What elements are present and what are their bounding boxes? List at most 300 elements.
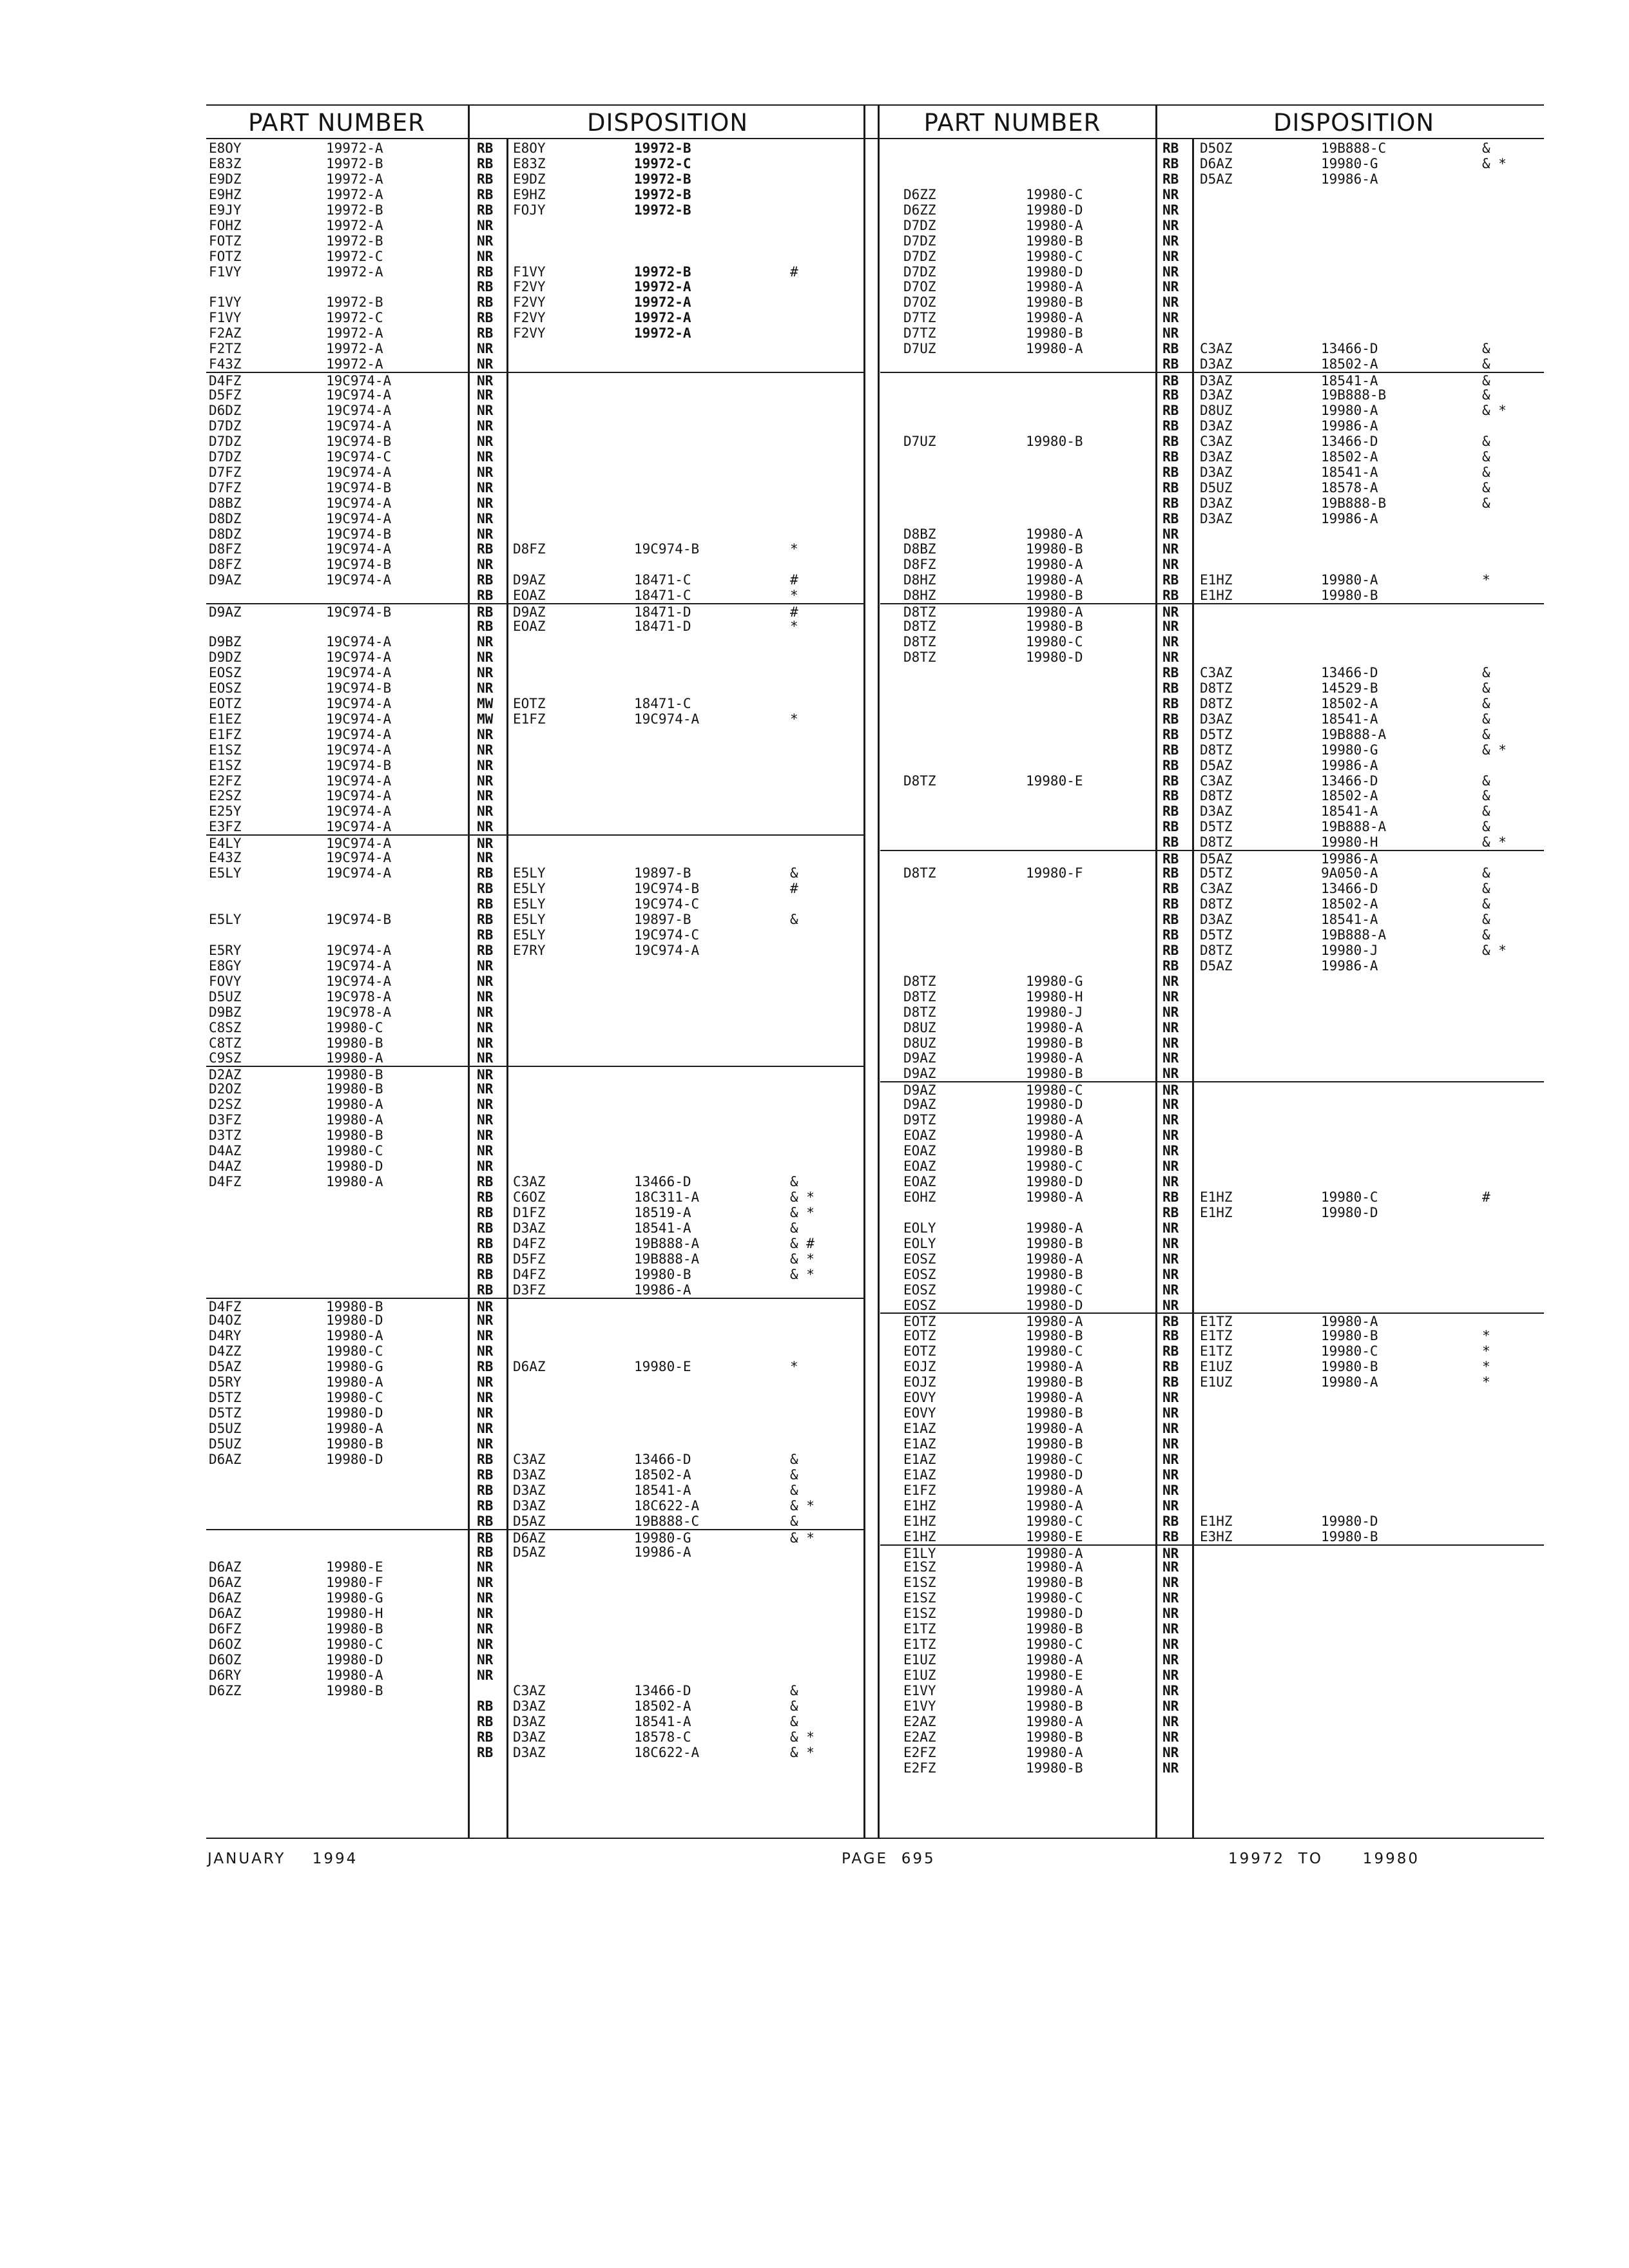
table-row [880, 1220, 1544, 1236]
part-number: 19980-A [1026, 1019, 1083, 1035]
table-row [880, 1359, 1544, 1374]
disposition-code: NR [477, 850, 494, 866]
disposition-code: NR [477, 373, 494, 389]
disposition-code: NR [1162, 1545, 1179, 1561]
table-row [880, 1251, 1544, 1267]
disposition-code: NR [1162, 1606, 1179, 1622]
part-prefix: E1SZ [903, 1575, 936, 1591]
replacement-prefix: E3HZ [1200, 1528, 1233, 1544]
replacement-number: 18502-A [634, 1466, 691, 1483]
replacement-prefix: D3AZ [1200, 711, 1233, 727]
part-prefix: D7DZ [903, 248, 936, 264]
disposition-code: NR [1162, 1282, 1179, 1298]
replacement-prefix: D4FZ [513, 1235, 546, 1251]
table-row [206, 634, 863, 649]
part-prefix: D4ZZ [209, 1343, 242, 1360]
part-prefix: D5UZ [209, 1436, 242, 1452]
disposition-code: NR [1162, 1128, 1179, 1144]
table-row [880, 649, 1544, 665]
part-prefix: E1AZ [903, 1451, 936, 1467]
table-row [206, 1714, 863, 1729]
table-row [206, 696, 863, 711]
disposition-code: RB [1162, 510, 1179, 526]
table-row [880, 1436, 1544, 1452]
part-number: 19980-D [326, 1405, 383, 1421]
replacement-number: 19972-A [634, 294, 691, 311]
disposition-code: NR [477, 495, 494, 511]
part-prefix: D7UZ [903, 341, 936, 357]
disposition-code: NR [477, 479, 494, 495]
part-number: 19980-G [326, 1590, 383, 1606]
table-row [206, 1359, 863, 1374]
part-prefix: D8FZ [903, 557, 936, 573]
replacement-prefix: D3AZ [513, 1713, 546, 1729]
replacement-number: 18578-C [634, 1729, 691, 1745]
part-prefix: FOTZ [209, 248, 242, 264]
table-row [880, 156, 1544, 171]
replacement-prefix: D3AZ [1200, 510, 1233, 526]
part-number: 19980-B [326, 1436, 383, 1452]
table-row [206, 218, 863, 233]
table-row [880, 912, 1544, 927]
disposition-code: NR [1162, 1143, 1179, 1159]
part-prefix: D7DZ [903, 217, 936, 233]
disposition-flag: & [1482, 464, 1490, 480]
replacement-prefix: D3AZ [513, 1482, 546, 1498]
table-row [206, 1328, 863, 1343]
disposition-code: NR [477, 1405, 494, 1421]
disposition-code: RB [1162, 1189, 1179, 1205]
disposition-code: NR [1162, 1729, 1179, 1745]
table-row [880, 403, 1544, 418]
part-number: 19980-C [1026, 1590, 1083, 1606]
table-row [880, 1683, 1544, 1698]
table-row [880, 1544, 1544, 1561]
disposition-code: NR [477, 1050, 494, 1066]
table-row [880, 1606, 1544, 1621]
disposition-code: RB [477, 1544, 494, 1560]
disposition-code: RB [477, 881, 494, 897]
replacement-prefix: E1TZ [1200, 1314, 1233, 1330]
table-row [206, 665, 863, 680]
disposition-code: RB [1162, 588, 1179, 604]
part-prefix: D8DZ [209, 510, 242, 526]
part-number: 19C974-B [326, 680, 392, 696]
replacement-number: 19B888-A [634, 1251, 700, 1267]
part-prefix: E2SZ [209, 788, 242, 804]
part-prefix: D5UZ [209, 1421, 242, 1437]
replacement-prefix: D5TZ [1200, 865, 1233, 881]
replacement-number: 18541-A [634, 1220, 691, 1236]
replacement-prefix: E7RY [513, 942, 546, 958]
disposition-flag: & [790, 1513, 798, 1529]
replacement-prefix: C3AZ [513, 1683, 546, 1698]
part-prefix: D6ZZ [209, 1683, 242, 1698]
disposition-code: RB [1162, 957, 1179, 974]
disposition-code: NR [477, 1590, 494, 1606]
part-number: 19972-B [326, 294, 383, 311]
part-number: 19980-B [1026, 1235, 1083, 1251]
replacement-number: 18502-A [1321, 356, 1378, 372]
table-row [880, 187, 1544, 202]
part-number: 19980-D [1026, 1466, 1083, 1483]
table-row [206, 1729, 863, 1745]
table-row [206, 1128, 863, 1143]
disposition-code: NR [477, 1436, 494, 1452]
disposition-code: RB [477, 1713, 494, 1729]
part-number: 19980-B [326, 1621, 383, 1637]
replacement-number: 19B888-B [1321, 495, 1387, 511]
disposition-code: RB [1162, 572, 1179, 588]
table-row [206, 1421, 863, 1436]
replacement-prefix: E5LY [513, 881, 546, 897]
part-prefix: D8BZ [209, 495, 242, 511]
disposition-code: NR [1162, 1390, 1179, 1406]
replacement-number: 19B888-A [1321, 927, 1387, 943]
part-prefix: EOSZ [903, 1266, 936, 1282]
disposition-code: RB [477, 912, 494, 927]
table-row [880, 1637, 1544, 1652]
replacement-prefix: D6AZ [513, 1359, 546, 1375]
part-prefix: E5RY [209, 942, 242, 958]
part-prefix: D8UZ [903, 1035, 936, 1051]
table-row [206, 1035, 863, 1051]
disposition-code: NR [1162, 1559, 1179, 1575]
table-row [206, 1529, 863, 1546]
part-prefix: E2FZ [209, 773, 242, 789]
disposition-flag: & [1482, 680, 1490, 696]
disposition-code: RB [1162, 927, 1179, 943]
disposition-flag: * [1482, 1343, 1490, 1360]
part-prefix: D5FZ [209, 387, 242, 403]
replacement-number: 13466-D [1321, 433, 1378, 449]
part-number: 19980-H [326, 1606, 383, 1622]
table-row [880, 1421, 1544, 1436]
table-row [880, 619, 1544, 634]
disposition-code: RB [477, 619, 494, 635]
part-prefix: E2FZ [903, 1760, 936, 1776]
replacement-number: 13466-D [634, 1173, 691, 1189]
replacement-prefix: D4FZ [513, 1266, 546, 1282]
part-prefix: D4RY [209, 1328, 242, 1344]
part-prefix: E9HZ [209, 186, 242, 202]
part-prefix: D3TZ [209, 1128, 242, 1144]
replacement-number: 19980-B [1321, 1528, 1378, 1544]
replacement-prefix: E1TZ [1200, 1328, 1233, 1344]
table-row [880, 341, 1544, 356]
part-number: 19980-D [1026, 1097, 1083, 1113]
disposition-flag: & [1482, 373, 1490, 389]
table-row [206, 1544, 863, 1560]
table-row [880, 1020, 1544, 1035]
replacement-number: 18541-A [1321, 912, 1378, 927]
part-prefix: D7TZ [903, 325, 936, 341]
disposition-code: NR [1162, 264, 1179, 280]
part-prefix: E1TZ [903, 1637, 936, 1653]
disposition-code: RB [1162, 942, 1179, 958]
replacement-prefix: C3AZ [513, 1451, 546, 1467]
disposition-code: RB [477, 1266, 494, 1282]
disposition-flag: & * [1482, 402, 1507, 418]
disposition-code: NR [1162, 634, 1179, 650]
part-prefix: D8TZ [903, 773, 936, 789]
disposition-flag: & [1482, 448, 1490, 465]
disposition-code: NR [1162, 1590, 1179, 1606]
part-prefix: EOSZ [903, 1251, 936, 1267]
table-row [206, 989, 863, 1004]
part-prefix: EOSZ [903, 1282, 936, 1298]
part-prefix: D6OZ [209, 1637, 242, 1653]
table-row [880, 572, 1544, 588]
part-number: 19980-H [1026, 988, 1083, 1004]
part-number: 19C974-A [326, 510, 392, 526]
table-row [206, 758, 863, 773]
part-prefix: D9AZ [903, 1066, 936, 1082]
replacement-number: 19972-C [634, 155, 691, 171]
part-number: 19980-B [1026, 1143, 1083, 1159]
disposition-flag: * [790, 1359, 798, 1375]
replacement-prefix: FOJY [513, 202, 546, 218]
part-number: 19980-G [326, 1359, 383, 1375]
replacement-number: 18578-A [1321, 479, 1378, 495]
replacement-prefix: D3AZ [1200, 803, 1233, 820]
disposition-code: NR [1162, 1235, 1179, 1251]
disposition-code: NR [1162, 604, 1179, 620]
part-prefix: D9TZ [903, 1112, 936, 1128]
replacement-prefix: D3AZ [513, 1466, 546, 1483]
disposition-code: RB [1162, 680, 1179, 696]
replacement-prefix: D3AZ [513, 1497, 546, 1514]
replacement-number: 19980-G [634, 1530, 691, 1546]
part-prefix: D7TZ [903, 310, 936, 326]
disposition-code: MW [477, 695, 494, 711]
disposition-code: NR [477, 1128, 494, 1144]
table-row [880, 1066, 1544, 1081]
table-row [880, 310, 1544, 325]
disposition-code: RB [477, 171, 494, 187]
replacement-number: 19B888-A [1321, 819, 1387, 835]
part-prefix: D8TZ [903, 865, 936, 881]
table-row [206, 1621, 863, 1637]
table-row [880, 233, 1544, 249]
table-row [206, 1205, 863, 1220]
part-prefix: E9JY [209, 202, 242, 218]
part-number: 19980-E [1026, 1528, 1083, 1544]
table-row [206, 480, 863, 495]
disposition-flag: & [1482, 495, 1490, 511]
replacement-number: 19980-B [1321, 588, 1378, 604]
table-row [880, 171, 1544, 187]
table-row [880, 202, 1544, 218]
disposition-code: NR [1162, 619, 1179, 635]
table-row [206, 603, 863, 620]
part-prefix: EOAZ [903, 1128, 936, 1144]
disposition-code: RB [477, 1698, 494, 1714]
table-row [880, 896, 1544, 912]
part-prefix: E5LY [209, 865, 242, 881]
table-row [880, 1343, 1544, 1359]
part-prefix: EOVY [903, 1405, 936, 1421]
table-row [206, 1236, 863, 1251]
part-prefix: D7DZ [209, 448, 242, 465]
disposition-code: NR [477, 1652, 494, 1668]
disposition-code: RB [477, 1251, 494, 1267]
table-row [206, 896, 863, 912]
part-number: 19C974-B [326, 757, 392, 773]
replacement-prefix: D8TZ [1200, 788, 1233, 804]
disposition-code: RB [1162, 664, 1179, 680]
table-row [880, 588, 1544, 603]
disposition-code: RB [477, 1513, 494, 1529]
part-prefix: D8BZ [903, 526, 936, 542]
disposition-flag: # [790, 264, 798, 280]
replacement-number: 19C974-C [634, 896, 700, 912]
table-row [206, 850, 863, 865]
part-number: 19980-E [1026, 1667, 1083, 1684]
table-row [206, 1158, 863, 1174]
table-row [880, 264, 1544, 280]
disposition-flag: & [790, 1220, 798, 1236]
replacement-prefix: C3AZ [1200, 341, 1233, 357]
table-row [206, 1251, 863, 1267]
disposition-code: NR [477, 1035, 494, 1051]
part-number: 19980-B [1026, 541, 1083, 557]
disposition-code: NR [1162, 1019, 1179, 1035]
disposition-code: NR [1162, 526, 1179, 542]
replacement-prefix: C3AZ [513, 1173, 546, 1189]
part-prefix: FOVY [209, 973, 242, 989]
replacement-number: 19986-A [1321, 757, 1378, 773]
part-number: 19980-C [326, 1390, 383, 1406]
disposition-code: NR [1162, 1097, 1179, 1113]
disposition-flag: & [1482, 912, 1490, 927]
replacement-prefix: F2VY [513, 294, 546, 311]
part-prefix: EOAZ [903, 1158, 936, 1175]
replacement-number: 19897-B [634, 865, 691, 881]
replacement-prefix: D5AZ [513, 1513, 546, 1529]
replacement-prefix: D5AZ [513, 1544, 546, 1560]
part-number: 19980-C [326, 1343, 383, 1360]
table-row [206, 742, 863, 758]
replacement-prefix: D3AZ [1200, 373, 1233, 389]
disposition-flag: & * [1482, 742, 1507, 758]
part-number: 19980-C [1026, 1282, 1083, 1298]
table-row [880, 974, 1544, 989]
table-row [880, 1498, 1544, 1514]
disposition-flag: & [1482, 773, 1490, 789]
table-row [206, 1298, 863, 1314]
disposition-code: RB [477, 1530, 494, 1546]
replacement-prefix: E1HZ [1200, 1204, 1233, 1220]
disposition-flag: & [790, 1683, 798, 1698]
part-number: 19C974-A [326, 695, 392, 711]
disposition-code: NR [477, 1067, 494, 1083]
disposition-code: RB [477, 1235, 494, 1251]
center-divider-b [878, 104, 880, 1839]
disposition-code: RB [477, 1220, 494, 1236]
part-prefix: EOLY [903, 1220, 936, 1236]
table-row [880, 819, 1544, 834]
disposition-flag: & [1482, 664, 1490, 680]
table-row [206, 1267, 863, 1282]
part-number: 19C974-A [326, 742, 392, 758]
table-row [206, 511, 863, 526]
disposition-code: NR [477, 649, 494, 666]
table-row [880, 758, 1544, 773]
disposition-code: NR [1162, 1251, 1179, 1267]
disposition-code: NR [1162, 186, 1179, 202]
replacement-prefix: D5AZ [1200, 757, 1233, 773]
disposition-code: NR [1162, 1405, 1179, 1421]
table-row [880, 1081, 1544, 1098]
disposition-code: NR [1162, 988, 1179, 1004]
disposition-code: RB [1162, 912, 1179, 927]
table-row [880, 680, 1544, 696]
part-number: 19C974-A [326, 464, 392, 480]
disposition-code: NR [477, 988, 494, 1004]
table-row [206, 1189, 863, 1205]
left-part-number-header: PART NUMBER [248, 109, 425, 137]
part-number: 19980-A [1026, 217, 1083, 233]
right-disposition-header: DISPOSITION [1273, 109, 1435, 137]
disposition-code: RB [1162, 757, 1179, 773]
table-row [206, 773, 863, 789]
disposition-flag: * [1482, 1374, 1490, 1390]
table-row [206, 1405, 863, 1421]
table-row [206, 1174, 863, 1189]
replacement-number: 19972-A [634, 325, 691, 341]
table-row [880, 865, 1544, 881]
replacement-number: 19986-A [634, 1282, 691, 1298]
part-number: 19980-A [326, 1097, 383, 1113]
part-prefix: D8UZ [903, 1019, 936, 1035]
replacement-number: 18502-A [1321, 695, 1378, 711]
part-number: 19980-B [326, 1081, 383, 1097]
disposition-code: NR [477, 341, 494, 357]
part-prefix: D9AZ [209, 604, 242, 620]
part-number: 19C974-A [326, 418, 392, 434]
right-part-number-header: PART NUMBER [923, 109, 1101, 137]
replacement-number: 18C622-A [634, 1744, 700, 1760]
disposition-code: RB [1162, 695, 1179, 711]
replacement-number: 18502-A [1321, 788, 1378, 804]
disposition-code: RB [1162, 1513, 1179, 1529]
part-number: 19C974-A [326, 942, 392, 958]
disposition-code: RB [1162, 851, 1179, 867]
part-prefix: D6AZ [209, 1590, 242, 1606]
part-number: 19980-C [1026, 186, 1083, 202]
part-prefix: E1AZ [903, 1436, 936, 1452]
part-number: 19980-F [1026, 865, 1083, 881]
disposition-code: NR [1162, 202, 1179, 218]
disposition-code: NR [1162, 1421, 1179, 1437]
table-row [206, 865, 863, 881]
disposition-code: NR [477, 1374, 494, 1390]
replacement-prefix: E9HZ [513, 186, 546, 202]
part-prefix: D2OZ [209, 1081, 242, 1097]
replacement-prefix: D5UZ [1200, 479, 1233, 495]
table-row [206, 1343, 863, 1359]
disposition-code: NR [477, 836, 494, 852]
table-row [206, 711, 863, 727]
table-row [880, 788, 1544, 803]
part-number: 19C974-A [326, 634, 392, 650]
replacement-number: 18541-A [1321, 711, 1378, 727]
table-row [880, 834, 1544, 850]
table-row [880, 1205, 1544, 1220]
part-prefix: F1VY [209, 294, 242, 311]
disposition-flag: & * [790, 1497, 815, 1514]
